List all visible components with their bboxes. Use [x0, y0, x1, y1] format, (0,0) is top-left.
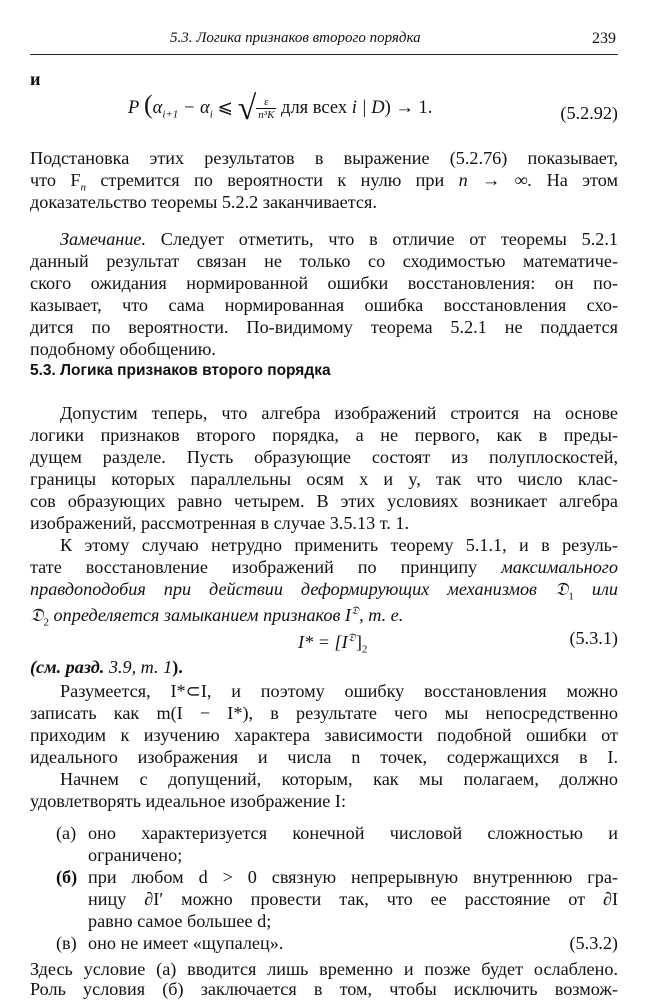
condition-label: (в) [56, 933, 77, 953]
paragraph-line: Допустим теперь, что алгебра изображений строится на основе [60, 403, 618, 423]
text-frag: стремится по вероятности к нулю при [85, 170, 459, 190]
superscript: 𝔇 [350, 605, 360, 617]
paragraph-line: сов образующих равно четырем. В этих условиях возникает алгебра [30, 491, 618, 511]
equation-number-5-3-2: (5.3.2) [569, 933, 618, 953]
paragraph-line: удовлетворять идеальное изображение I: [30, 791, 347, 811]
remark-line: дится по вероятности. По-видимому теорема 5.2.1 не поддается [30, 317, 618, 337]
subscript: 2 [43, 616, 49, 629]
subscript-i-plus-1: i+1 [162, 108, 179, 121]
condition-label: (б) [56, 867, 78, 887]
paragraph-line: К этому случаю нетрудно применить теорему 5.1.1, и в резуль- [60, 535, 618, 555]
alpha-symbol: α [152, 98, 163, 118]
paragraph-line [30, 556, 618, 578]
text-frag: тате восстановление изображений по принципу [30, 557, 502, 577]
see-reference [30, 656, 618, 678]
paragraph-line [30, 578, 618, 600]
equation-number-5-2-92: (5.2.92) [560, 103, 618, 123]
condition-line: оно не имеет «щупалец». [88, 933, 284, 953]
page-number: 239 [592, 30, 616, 47]
italic-frag: (см. разд. [30, 657, 105, 677]
paragraph-line: приходим к изучению характера зависимости подобной ошибки от [30, 725, 618, 745]
paragraph-line: Разумеется, I*⊂I, и поэтому ошибку восстановления можно [60, 681, 618, 701]
paragraph-line: Здесь условие (а) вводится лишь временно и позже будет ослаблено. [30, 959, 618, 979]
fraction [256, 96, 276, 121]
text-frag: Следует отметить, что в отличие от теоремы 5.2.1 [146, 229, 618, 249]
formula-5-2-92: P ($\alpha_{i+1} - \alpha_i$ ⩽ √ $\frac{\varepsilon}{\text{n³K}}$ для всех i | D) → 1. [128, 89, 433, 127]
subscript: 2 [361, 643, 368, 656]
formula-lead-word: и [30, 69, 41, 89]
fraction-numerator: ε [256, 96, 276, 109]
italic-frag: правдоподобия при действии деформирующих механизмов 𝔇 [30, 579, 569, 599]
italic-frag: или [573, 579, 618, 599]
paragraph-line: границы которых параллельны осям x и y, так что число клас- [30, 469, 618, 489]
italic-frag: определяется замыканием признаков I [49, 605, 351, 626]
condition-line: оно характеризуется конечной числовой сложностью и [88, 823, 618, 843]
italic-frag: максимального [501, 557, 618, 577]
subscript-i: i [209, 108, 213, 121]
paragraph-line: дущем разделе. Пусть образующие состоят из полуплоскостей, [30, 447, 618, 467]
text-frag: что F [30, 170, 81, 190]
condition-line: ницу ∂I′ можно провести так, что ее расстояние от ∂I [88, 889, 618, 909]
remark-line [30, 228, 618, 250]
text-frag: ). [172, 657, 183, 677]
formula-lhs: I* = [I [298, 632, 348, 653]
section-title: 5.3. Логика признаков второго порядка [30, 362, 331, 379]
italic-frag: , т. е. [359, 605, 404, 626]
italic-frag: 𝔇 [30, 605, 44, 626]
subscript: 1 [568, 590, 574, 600]
paragraph-line: Роль условия (б) заключается в том, чтобы исключить возмож- [30, 979, 618, 999]
fraction-denominator: n³K [258, 109, 275, 122]
n-to-infinity: n → ∞. [458, 170, 533, 190]
remark-label: Замечание. [60, 229, 147, 249]
remark-line: ского ожидания нормированной ошибки восстановления: он по- [30, 273, 618, 293]
condition-label: (а) [56, 823, 77, 843]
limit-arrow: ) → 1. [384, 98, 433, 118]
italic-frag: 3.9, т. 1 [104, 657, 173, 677]
text-frag: На этом [532, 170, 618, 190]
condition-line: при любом d > 0 связную непрерывную внутреннюю гра- [88, 867, 618, 887]
condition-line: ограничено; [88, 845, 183, 865]
formula-bracket: ] [355, 632, 362, 653]
paragraph-line [30, 169, 618, 191]
paragraph-line: логики признаков второго порядка, а не первого, как в преды- [30, 425, 618, 445]
paragraph-line: идеального изображения и числа n точек, содержащихся в I. [30, 747, 618, 767]
paragraph-line: Подстановка этих результатов в выражение (5.2.76) показывает, [30, 148, 618, 168]
leq-symbol: ⩽ [212, 98, 238, 118]
for-all-text: для всех [276, 98, 352, 118]
paragraph-line: Начнем с допущений, которым, как мы полагаем, должно [60, 769, 618, 789]
remark-line: казывает, что сама нормированная ошибка восстановления схо- [30, 295, 618, 315]
running-header [30, 26, 618, 55]
running-title: 5.3. Логика признаков второго порядка [170, 30, 421, 46]
paragraph-line: изображений, рассмотренная в случае 3.5.13 т. 1. [30, 513, 410, 533]
condition-text: i | D [351, 98, 385, 118]
minus-alpha: − α [178, 98, 210, 118]
equation-number-5-3-1: (5.3.1) [569, 628, 618, 648]
paragraph-line: записать как m(I − I*), в результате чего мы непосредственно [30, 703, 618, 723]
prob-symbol: P [128, 98, 140, 118]
remark-line: подобному обобщению. [30, 339, 216, 359]
radical-sign: √ [237, 89, 257, 127]
superscript: 𝔇 [347, 632, 356, 644]
remark-line: данный результат связан не только со сходимостью математиче- [30, 251, 618, 271]
paragraph-line: доказательство теоремы 5.2.2 заканчивается. [30, 192, 377, 212]
condition-line: равно самое большее d; [88, 911, 272, 931]
subscript-n: n [80, 181, 86, 191]
